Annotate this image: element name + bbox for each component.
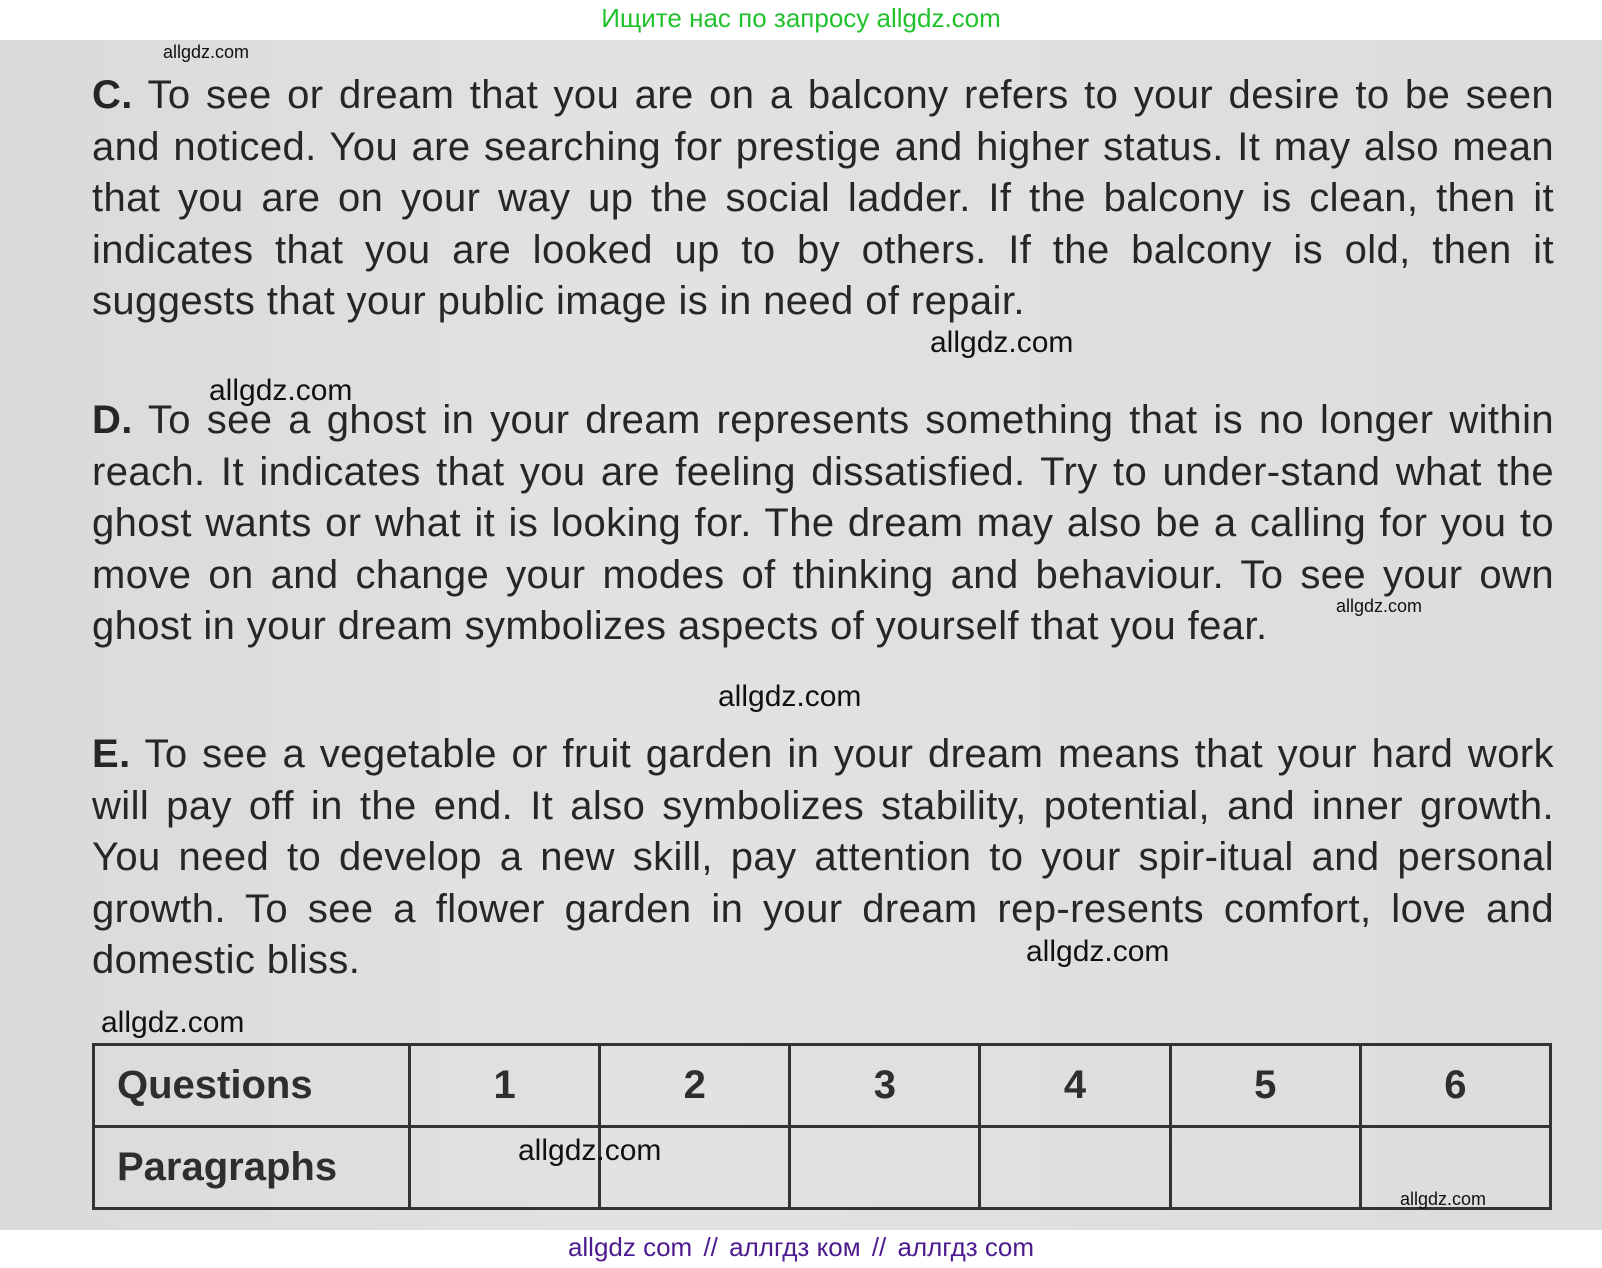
- footer-link[interactable]: allgdz com: [567, 1232, 693, 1262]
- footer-separator: //: [703, 1232, 718, 1262]
- answer-cell[interactable]: [980, 1127, 1170, 1209]
- paragraph-text: To see a vegetable or fruit garden in your dream means that your hard work will pay off in the end. It also symbolizes stability, potential, and inner growth. You need to develop a new skill, pay attention to your spir-itual and personal growth. To see a flower garden in your dream rep-resents comfort, love and domestic bliss.: [92, 732, 1554, 982]
- row-label-paragraphs: Paragraphs: [94, 1127, 410, 1209]
- watermark: allgdz.com: [718, 680, 862, 713]
- footer-separator: //: [871, 1232, 887, 1262]
- answer-cell[interactable]: [1170, 1127, 1360, 1209]
- paragraph-letter: D.: [92, 398, 133, 442]
- question-number: 2: [600, 1045, 790, 1127]
- watermark: allgdz.com: [930, 326, 1074, 359]
- watermark: allgdz.com: [1400, 1189, 1487, 1209]
- bottom-banner[interactable]: [0, 1230, 1602, 1268]
- answers-table: [92, 1043, 1552, 1210]
- question-number: 3: [790, 1045, 980, 1127]
- watermark: allgdz.com: [209, 374, 353, 407]
- watermark: allgdz.com: [1026, 935, 1170, 968]
- top-banner-text[interactable]: Ищите нас по запросу allgdz.com: [601, 3, 1001, 33]
- top-banner[interactable]: [0, 0, 1602, 38]
- question-number: 6: [1360, 1045, 1550, 1127]
- paragraph-c: [92, 70, 1554, 328]
- footer-link[interactable]: аллгдз ком: [729, 1232, 861, 1262]
- paragraph-letter: C.: [92, 73, 133, 117]
- question-number: 1: [410, 1045, 600, 1127]
- row-label-questions: Questions: [94, 1045, 410, 1127]
- watermark: allgdz.com: [518, 1134, 662, 1167]
- watermark: allgdz.com: [1336, 596, 1423, 616]
- table-row: [94, 1045, 1551, 1127]
- table-row: [94, 1127, 1551, 1209]
- paragraph-text: To see or dream that you are on a balcony refers to your desire to be seen and noticed. You are searching for prestige and higher status. It may also mean that you are on your way up the social ladder. If the balcony is clean, then it indicates that you are looked up to by others. If the balcony is old, then it suggests that your public image is in need of repair.: [92, 73, 1554, 323]
- answer-cell[interactable]: [790, 1127, 980, 1209]
- question-number: 5: [1170, 1045, 1360, 1127]
- paragraph-letter: E.: [92, 732, 131, 776]
- paragraph-d: [92, 395, 1554, 653]
- paragraph-text: To see a ghost in your dream represents something that is no longer within reach. It indicates that you are feeling dissatisfied. Try to under-stand what the ghost wants or what it is looking for. The dream may also be a calling for you to move on and change your modes of thinking and behaviour. To see your own ghost in your dream symbolizes aspects of yourself that you fear.: [92, 398, 1555, 648]
- paragraph-e: [92, 729, 1554, 987]
- footer-link[interactable]: аллгдз com: [897, 1232, 1035, 1262]
- watermark: allgdz.com: [163, 42, 250, 62]
- watermark: allgdz.com: [101, 1006, 245, 1039]
- question-number: 4: [980, 1045, 1170, 1127]
